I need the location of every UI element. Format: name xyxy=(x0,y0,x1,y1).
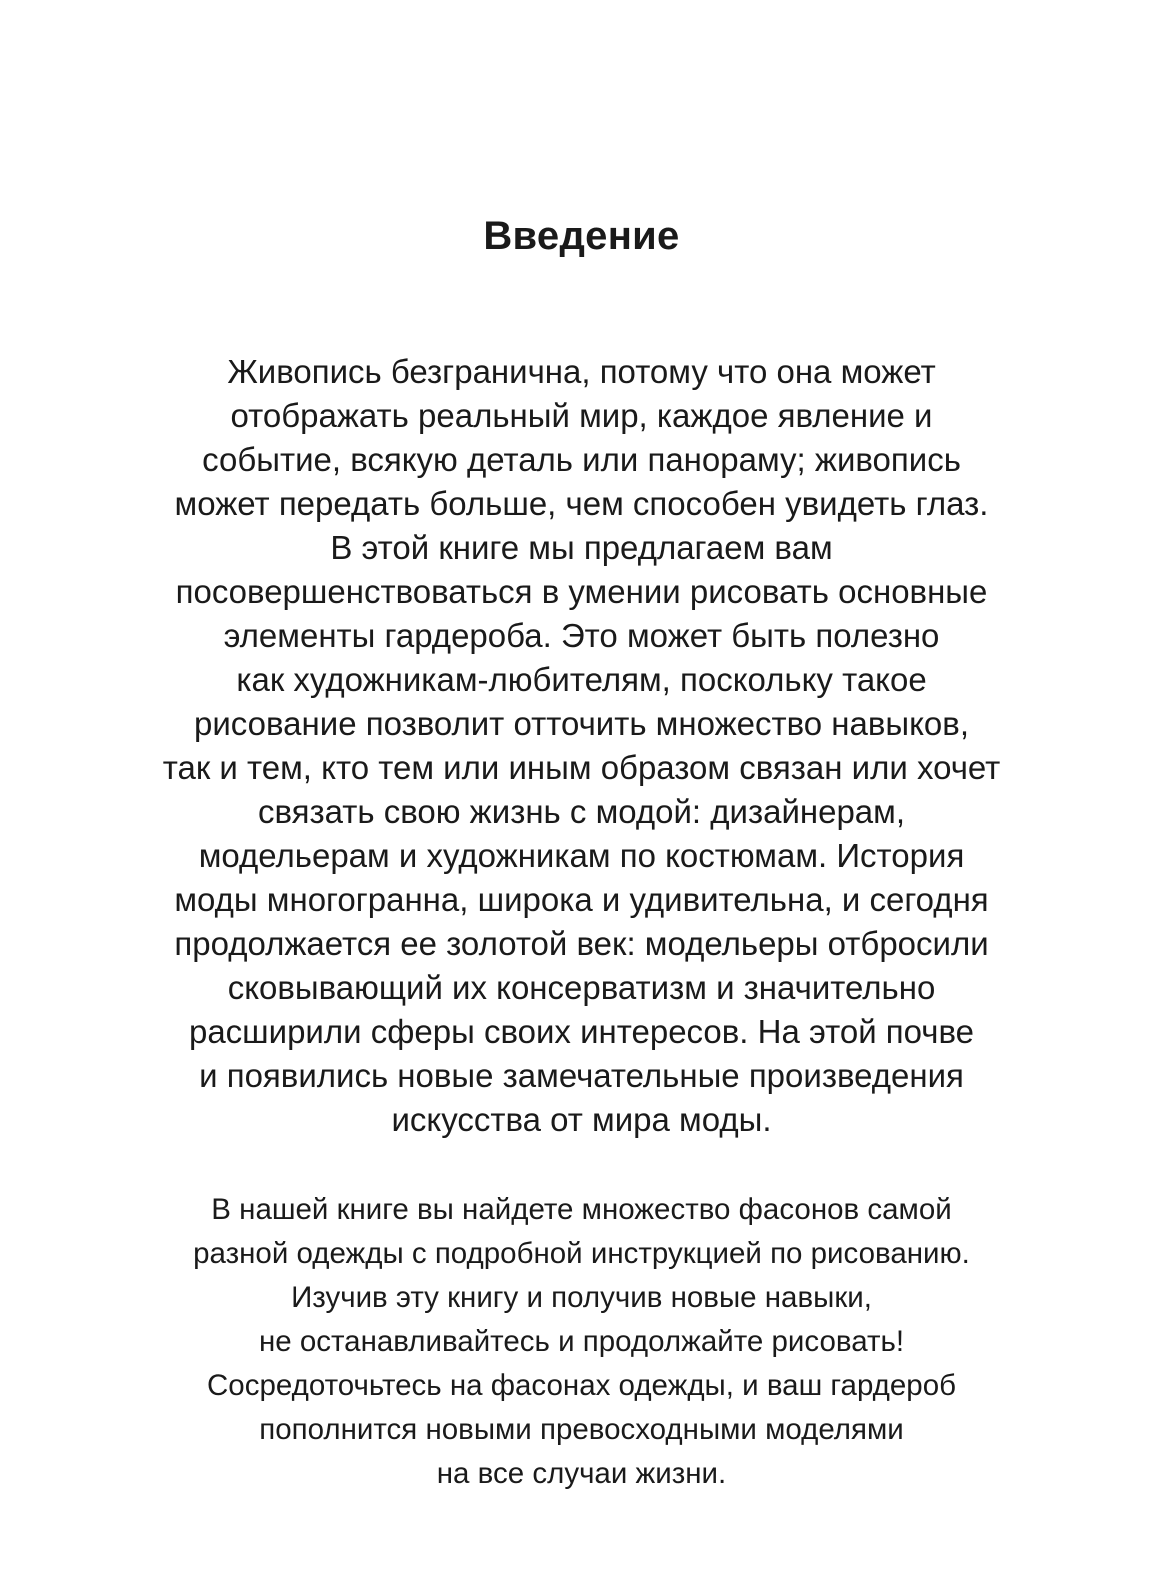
page-title: Введение xyxy=(483,214,680,258)
text-line: моды многогранна, широка и удивительна, и сегодня xyxy=(174,881,989,918)
text-line: Изучив эту книгу и получив новые навыки, xyxy=(291,1281,872,1314)
text-line: Сосредоточьтесь на фасонах одежды, и ваш гардероб xyxy=(206,1369,957,1402)
text-line: искусства от мира моды. xyxy=(391,1101,772,1138)
intro-paragraph xyxy=(60,350,1103,1142)
closing-paragraph xyxy=(60,1188,1103,1496)
text-line: модельерам и художникам по костюмам. История xyxy=(198,837,965,874)
text-line: сковывающий их консерватизм и значительно xyxy=(227,969,936,1006)
text-line: на все случаи жизни. xyxy=(436,1457,727,1490)
text-line: как художникам-любителям, поскольку такое xyxy=(236,661,927,698)
text-line: продолжается ее золотой век: модельеры отбросили xyxy=(174,925,989,962)
text-line: расширили сферы своих интересов. На этой почве xyxy=(188,1013,975,1050)
text-line: В нашей книге вы найдете множество фасонов самой xyxy=(211,1193,952,1226)
text-line: посовершенствоваться в умении рисовать основные xyxy=(175,573,988,610)
text-line: В этой книге мы предлагаем вам xyxy=(330,529,833,566)
text-line: и появились новые замечательные произведения xyxy=(199,1057,964,1094)
text-line: так и тем, кто тем или иным образом связан или хочет xyxy=(162,749,1001,786)
text-line: пополнится новыми превосходными моделями xyxy=(259,1413,904,1446)
text-line: разной одежды с подробной инструкцией по рисованию. xyxy=(193,1237,970,1270)
text-line: событие, всякую деталь или панораму; живопись xyxy=(202,441,961,478)
text-line: рисование позволит отточить множество навыков, xyxy=(194,705,969,742)
text-line: элементы гардероба. Это может быть полезно xyxy=(223,617,940,654)
text-line: связать свою жизнь с модой: дизайнерам, xyxy=(257,793,906,830)
text-line: может передать больше, чем способен увидеть глаз. xyxy=(174,485,989,522)
text-line: не останавливайтесь и продолжайте рисовать! xyxy=(258,1325,905,1358)
text-line: Живопись безгранична, потому что она может xyxy=(227,353,936,390)
text-line: отображать реальный мир, каждое явление и xyxy=(230,397,933,434)
